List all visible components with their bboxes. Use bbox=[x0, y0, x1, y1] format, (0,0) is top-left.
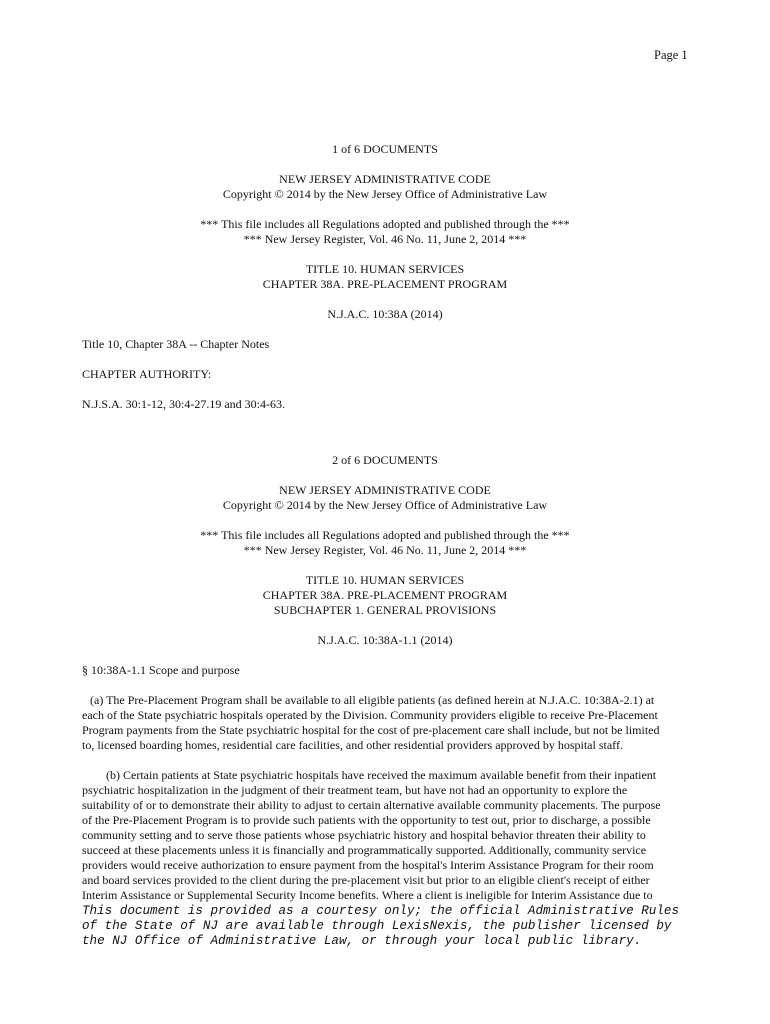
citation: N.J.A.C. 10:38A-1.1 (2014) bbox=[317, 633, 453, 647]
document-count: 2 of 6 DOCUMENTS bbox=[332, 453, 438, 467]
notice-line-2: *** New Jersey Register, Vol. 46 No. 11, June 2, 2014 *** bbox=[243, 543, 527, 557]
paragraph-b bbox=[82, 768, 688, 903]
paragraph-line: providers would receive authorization to ensure payment from the hospital's Interim Assistance Program for their room bbox=[82, 858, 654, 872]
subchapter-heading: SUBCHAPTER 1. GENERAL PROVISIONS bbox=[273, 603, 497, 617]
notice-line-1: *** This file includes all Regulations adopted and published through the *** bbox=[200, 217, 570, 231]
disclaimer-line-3: the NJ Office of Administrative Law, or through your local public library. bbox=[82, 934, 642, 948]
notice-line-1: *** This file includes all Regulations adopted and published through the *** bbox=[200, 528, 570, 542]
paragraph-a bbox=[82, 693, 688, 753]
code-title: NEW JERSEY ADMINISTRATIVE CODE bbox=[279, 483, 491, 497]
title-heading: TITLE 10. HUMAN SERVICES bbox=[305, 262, 465, 276]
paragraph-line: of the Pre-Placement Program is to provide such patients with the opportunity to test out, prior to discharge, a possible bbox=[82, 813, 651, 827]
notice-line-2: *** New Jersey Register, Vol. 46 No. 11, June 2, 2014 *** bbox=[243, 232, 527, 246]
document-count: 1 of 6 DOCUMENTS bbox=[332, 142, 438, 156]
paragraph-line: community setting and to serve those patients whose psychiatric history and hospital behavior threaten their ability to bbox=[82, 828, 646, 842]
paragraph-line: suitability of or to demonstrate their ability to adjust to certain alternative available community placements. The purpose bbox=[82, 798, 661, 812]
chapter-heading: CHAPTER 38A. PRE-PLACEMENT PROGRAM bbox=[262, 277, 508, 291]
title-heading: TITLE 10. HUMAN SERVICES bbox=[305, 573, 465, 587]
document-1 bbox=[82, 142, 688, 412]
paragraph-line: psychiatric hospitalization in the judgment of their treatment team, but have not had an opportunity to explore the bbox=[82, 783, 628, 797]
copyright: Copyright © 2014 by the New Jersey Office of Administrative Law bbox=[222, 498, 548, 512]
section-heading: § 10:38A-1.1 Scope and purpose bbox=[82, 663, 240, 677]
paragraph-line: Interim Assistance or Supplemental Security Income benefits. Where a client is ineligible for Interim Assistance due to bbox=[82, 888, 653, 902]
paragraph-line: to, licensed boarding homes, residential care facilities, and other residential providers approved by hospital staff. bbox=[82, 738, 623, 752]
chapter-notes-heading: Title 10, Chapter 38A -- Chapter Notes bbox=[82, 337, 270, 351]
chapter-heading: CHAPTER 38A. PRE-PLACEMENT PROGRAM bbox=[262, 588, 508, 602]
paragraph-line: (a) The Pre-Placement Program shall be available to all eligible patients (as defined herein at N.J.A.C. 10:38A-2.1) at bbox=[90, 693, 655, 707]
chapter-authority-heading: CHAPTER AUTHORITY: bbox=[82, 367, 212, 381]
disclaimer-line-2: of the State of NJ are available through LexisNexis, the publisher licensed by bbox=[82, 919, 672, 933]
citation: N.J.A.C. 10:38A (2014) bbox=[327, 307, 443, 321]
disclaimer-line-1: This document is provided as a courtesy only; the official Administrative Rules bbox=[82, 904, 680, 918]
document-2 bbox=[82, 453, 688, 903]
page-number: Page 1 bbox=[654, 48, 688, 62]
chapter-authority-text: N.J.S.A. 30:1-12, 30:4-27.19 and 30:4-63. bbox=[82, 397, 285, 411]
paragraph-line: succeed at these placements unless it is financially and programmatically supported. Additionally, community service bbox=[82, 843, 647, 857]
paragraph-line: Program payments from the State psychiatric hospital for the cost of pre-placement care shall include, but not be limited bbox=[82, 723, 660, 737]
courtesy-disclaimer bbox=[82, 904, 702, 949]
copyright: Copyright © 2014 by the New Jersey Office of Administrative Law bbox=[222, 187, 548, 201]
paragraph-line: each of the State psychiatric hospitals operated by the Division. Community providers eligible to receive Pre-Placement bbox=[82, 708, 658, 722]
code-title: NEW JERSEY ADMINISTRATIVE CODE bbox=[279, 172, 491, 186]
paragraph-line: (b) Certain patients at State psychiatric hospitals have received the maximum available benefit from their inpatient bbox=[106, 768, 657, 782]
paragraph-line: and board services provided to the client during the pre-placement visit but prior to an eligible client's receipt of either bbox=[82, 873, 650, 887]
